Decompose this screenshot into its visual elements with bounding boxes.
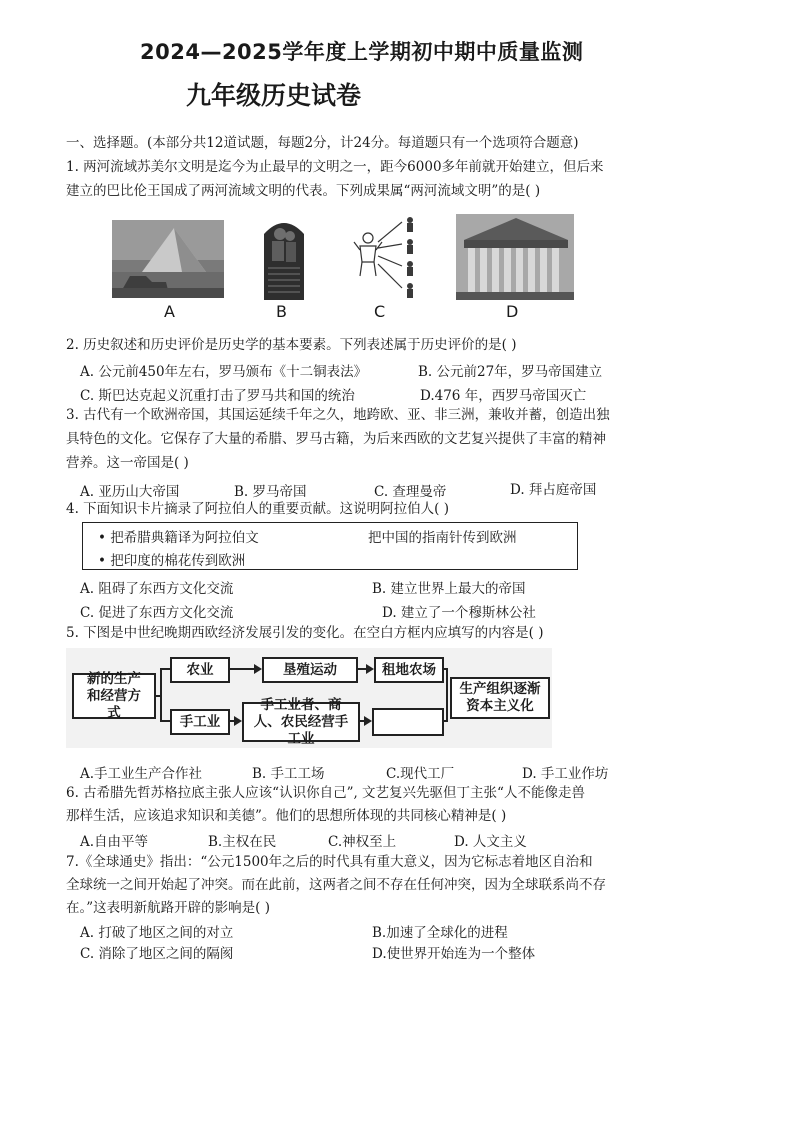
q1-line2: 建立的巴比伦王国成了两河流域文明的代表。下列成果属“两河流域文明”的是( ) [66, 183, 541, 199]
q3-option-a: A. 亚历山大帝国 [80, 484, 180, 500]
figures-image [352, 212, 426, 302]
connector [228, 668, 256, 670]
flow-rented-farm [374, 657, 444, 683]
q6-option-c: C.神权至上 [328, 834, 397, 850]
q4-option-b: B. 建立世界上最大的帝国 [372, 581, 526, 597]
q1-label-b: B [276, 302, 287, 321]
flow-craftsmen [242, 696, 360, 747]
connector [160, 668, 162, 722]
q3-option-b: B. 罗马帝国 [234, 484, 307, 500]
q6-option-b: B.主权在民 [208, 834, 277, 850]
q6-line2: 那样生活，应该追求知识和美德”。他们的思想所体现的共同核心精神是( ) [66, 808, 507, 824]
q3-option-c: C. 查理曼帝 [374, 484, 447, 500]
q2-option-d: D.476 年，西罗马帝国灭亡 [420, 388, 587, 404]
q3-option-d: D. 拜占庭帝国 [510, 482, 597, 498]
q5-option-c: C.现代工厂 [386, 766, 455, 782]
q1-label-d: D [506, 302, 519, 321]
pyramid-sphinx-image [112, 220, 224, 298]
card-item-1: • 把希腊典籍译为阿拉伯文 [98, 530, 259, 546]
flow-reclamation-text: 垦殖运动 [283, 661, 337, 678]
q3-line2: 具特色的文化。它保存了大量的希腊、罗马古籍，为后来西欧的文艺复兴提供了丰富的精神 [66, 431, 606, 447]
q7-option-a: A. 打破了地区之间的对立 [80, 925, 234, 941]
q5-option-d: D. 手工业作坊 [522, 766, 609, 782]
q1-line1: 1. 两河流域苏美尔文明是迄今为止最早的文明之一，距今6000多年前就开始建立，但后来 [66, 159, 604, 175]
exam-title: 2024—2025学年度上学期初中期中质量监测 [140, 40, 584, 64]
q6-line1: 6. 古希腊先哲苏格拉底主张人应该“认识你自己”, 文艺复兴先驱但丁主张“人不能像走兽 [66, 785, 585, 801]
flow-rented-farm-text: 租地农场 [382, 661, 436, 678]
q2-option-c: C. 斯巴达克起义沉重打击了罗马共和国的统治 [80, 388, 355, 404]
stele-image [258, 214, 310, 300]
q2-option-a: A. 公元前450年左右，罗马颁布《十二铜表法》 [80, 364, 368, 380]
q2-option-b: B. 公元前27年，罗马帝国建立 [418, 364, 603, 380]
arrow [366, 664, 374, 674]
q3-line3: 营养。这一帝国是( ) [66, 455, 189, 471]
flow-start [72, 670, 156, 721]
flow-craftsmen-text: 手工业者、商人、农民经营手工业 [253, 696, 349, 747]
exam-subtitle: 九年级历史试卷 [186, 81, 362, 110]
q1-label-a: A [164, 302, 175, 321]
flow-reclamation [262, 657, 358, 683]
q1-label-c: C [374, 302, 386, 321]
q4-option-d: D. 建立了一个穆斯林公社 [382, 605, 536, 621]
q4-option-a: A. 阻碍了东西方文化交流 [80, 581, 234, 597]
q2-stem: 2. 历史叙述和历史评价是历史学的基本要素。下列表述属于历史评价的是( ) [66, 337, 517, 353]
q5-stem: 5. 下图是中世纪晚期西欧经济发展引发的变化。在空白方框内应填写的内容是( ) [66, 625, 544, 641]
card-item-3: • 把印度的棉花传到欧洲 [98, 553, 246, 569]
arrow [254, 664, 262, 674]
connector [446, 668, 448, 722]
q7-line2: 全球统一之间开始起了冲突。而在此前，这两者之间不存在任何冲突，因为全球联系尚不存 [66, 877, 606, 893]
section-heading: 一、选择题。(本部分共12道试题，每题2分，计24分。每道题只有一个选项符合题意) [66, 135, 579, 151]
flow-result [450, 677, 550, 719]
connector [160, 668, 170, 670]
connector [160, 720, 170, 722]
q4-option-c: C. 促进了东西方文化交流 [80, 605, 234, 621]
q6-option-a: A.自由平等 [80, 834, 149, 850]
flow-blank-box [372, 708, 444, 736]
flow-start-text: 新的生产和经营方式 [87, 670, 141, 721]
parthenon-image [456, 214, 574, 300]
q5-option-a: A.手工业生产合作社 [80, 766, 203, 782]
arrow [234, 716, 242, 726]
q7-option-d: D.使世界开始连为一个整体 [372, 946, 536, 962]
q7-option-c: C. 消除了地区之间的隔阂 [80, 946, 234, 962]
card-item-2: 把中国的指南针传到欧洲 [368, 530, 517, 546]
flow-agriculture-text: 农业 [186, 661, 214, 678]
q5-option-b: B. 手工工场 [252, 766, 325, 782]
q3-line1: 3. 古代有一个欧洲帝国，其国运延续千年之久，地跨欧、亚、非三洲，兼收并蓄，创造出独 [66, 407, 610, 423]
arrow [364, 716, 372, 726]
q7-line1: 7.《全球通史》指出：“公元1500年之后的时代具有重大意义，因为它标志着地区自治和 [66, 854, 593, 870]
flow-handicraft-text: 手工业 [179, 713, 221, 730]
flow-handicraft [170, 709, 230, 735]
q7-line3: 在。”这表明新航路开辟的影响是( ) [66, 900, 270, 916]
q6-option-d: D. 人文主义 [454, 834, 527, 850]
flow-agriculture [170, 657, 230, 683]
flow-result-text: 生产组织逐渐资本主义化 [459, 681, 541, 714]
q4-stem: 4. 下面知识卡片摘录了阿拉伯人的重要贡献。这说明阿拉伯人( ) [66, 501, 449, 517]
q7-option-b: B.加速了全球化的进程 [372, 925, 508, 941]
